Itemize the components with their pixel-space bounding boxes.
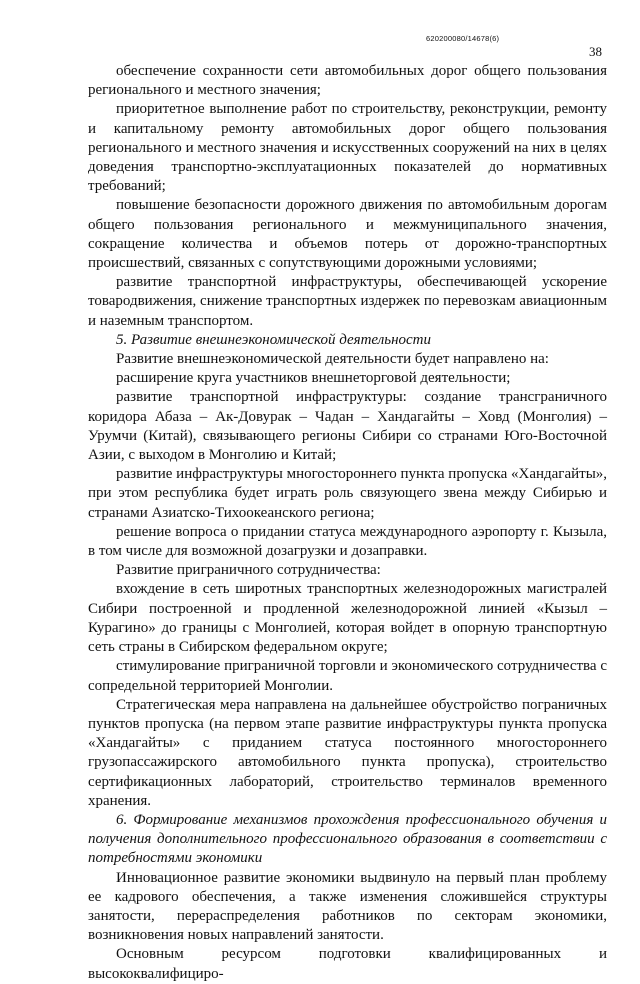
page-number: 38 [589,44,602,59]
section-heading: 6. Формирование механизмов прохождения профессионального обучения и получения дополнительного профессионального образования в соответствии с потребностями экономики [88,811,607,867]
paragraph: стимулирование приграничной торговли и экономического сотрудничества с сопредельной территорией Монголии. [88,658,607,694]
paragraph: приоритетное выполнение работ по строительству, реконструкции, ремонту и капитальному ремонту автомобильных дорог общего пользования регионального и местного значения и искусственных сооружений на них в целях доведения транспортно-эксплуатационных показателей до нормативных требований; [88,101,607,195]
paragraph: Инновационное развитие экономики выдвинуло на первый план проблему ее кадрового обеспечения, а также изменения сложившейся структуры занятости, перераспределения работников по секторам экономики, возникновения новых направлений занятости. [88,869,607,944]
paragraph: Развитие приграничного сотрудничества: [116,562,381,579]
paragraph: решение вопроса о придании статуса международного аэропорту г. Кызыла, в том числе для возможной дозагрузки и дозаправки. [88,523,607,560]
paragraph: развитие транспортной инфраструктуры, обеспечивающей ускорение товародвижения, снижение транспортных издержек по перевозкам авиационным и наземным транспортом. [88,274,607,329]
paragraph: повышение безопасности дорожного движения по автомобильным дорогам общего пользования регионального и межмуниципального значения, сокращение количества и объемов потерь от дорожно-транспортных происшествий, связанных с сопутствующими дорожными условиями; [88,197,607,272]
document-body [88,62,607,984]
section-heading: 5. Развитие внешнеэкономической деятельности [116,331,432,348]
document-code: 620200080/14678(6) [426,34,500,43]
paragraph: Развитие внешнеэкономической деятельности будет направлено на: [116,351,549,368]
paragraph: обеспечение сохранности сети автомобильных дорог общего пользования регионального и местного значения; [88,63,607,99]
paragraph: расширение круга участников внешнеторговой деятельности; [116,370,511,387]
paragraph: развитие инфраструктуры многостороннего пункта пропуска «Хандагайты», при этом республика будет играть роль связующего звена между Сибирью и странами Азиатско-Тихоокеанского региона; [88,466,608,521]
paragraph: Стратегическая мера направлена на дальнейшее обустройство пограничных пунктов пропуска (на первом этапе развитие инфраструктуры пункта пропуска «Хандагайты» с приданием статуса постоянного многостороннего грузопассажирского автомобильного пункта пропуска), строительство сертификационных лабораторий, строительство терминалов временного хранения. [88,696,607,809]
paragraph: развитие транспортной инфраструктуры: создание трансграничного коридора Абаза – Ак-Довурак – Чадан – Хандагайты – Ховд (Монголия) – Урумчи (Китай), связывающего регионы Сибири со странами Юго-Восточной Азии, с выходом в Монголию и Китай; [88,389,607,464]
paragraph: вхождение в сеть широтных транспортных железнодорожных магистралей Сибири построенной и продленной железнодорожной линией «Кызыл – Курагино» до границы с Монголией, которая войдет в опорную транспортную сеть страны в Сибирском федеральном округе; [88,581,607,656]
paragraph: Основным ресурсом подготовки квалифицированных и высококвалифициро- [88,946,607,982]
